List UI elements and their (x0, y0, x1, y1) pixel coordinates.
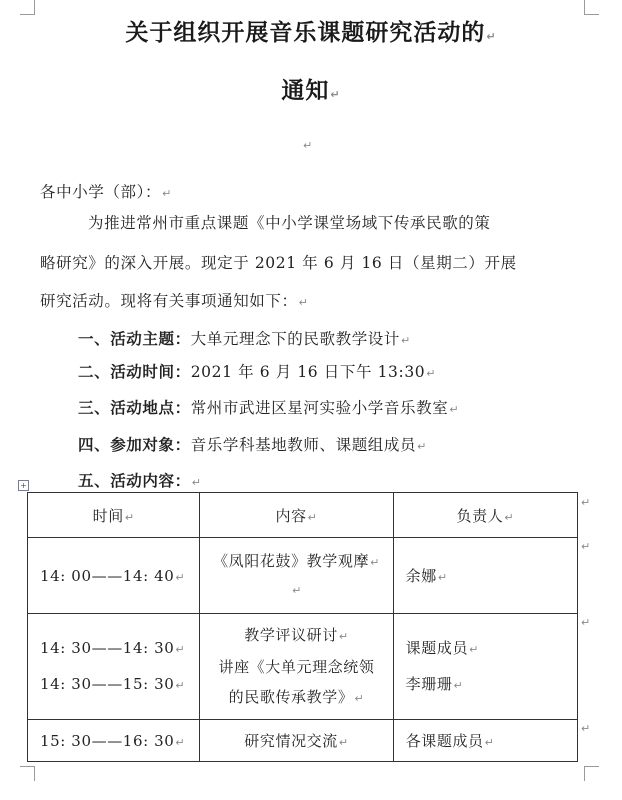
table-cell-time: 15: 30——16: 30↵ (28, 720, 200, 762)
row-end-mark: ↵ (581, 616, 591, 629)
crop-mark-top-left (20, 0, 35, 15)
table-cell-time: 14: 30——14: 30↵ 14: 30——15: 30↵ (28, 614, 200, 720)
schedule-table (27, 492, 578, 762)
table-cell-person: 课题成员↵ 李珊珊↵ (393, 614, 577, 720)
salutation: 各中小学（部）：↵ (40, 183, 172, 201)
table-cell-content: 教学评议研讨↵ 讲座《大单元理念统领 的民歌传承教学》↵ (200, 614, 393, 720)
table-move-handle[interactable]: + (18, 480, 29, 491)
header-content: 内容↵ (200, 493, 393, 538)
table-cell-time: 14: 00——14: 40↵ (28, 538, 200, 614)
intro-line-1: 为推进常州市重点课题《中小学课堂场域下传承民歌的策 (88, 214, 491, 232)
document-title-line-2: 通知↵ (281, 77, 341, 104)
item-content: 五、活动内容：↵ (78, 471, 202, 490)
intro-line-3: 研究活动。现将有关事项通知如下：↵ (40, 292, 309, 310)
crop-mark-bottom-left (20, 766, 35, 781)
crop-mark-top-right (584, 0, 599, 15)
header-time: 时间↵ (28, 493, 200, 538)
item-location: 三、活动地点：常州市武进区星河实验小学音乐教室↵ (78, 398, 460, 417)
row-end-mark: ↵ (581, 496, 591, 509)
item-participants: 四、参加对象：音乐学科基地教师、课题组成员↵ (78, 435, 427, 454)
crop-mark-bottom-right (584, 766, 599, 781)
table-cell-content: 《凤阳花鼓》教学观摩↵ ↵ (200, 538, 393, 614)
table-row (28, 720, 578, 762)
item-time: 二、活动时间：2021 年 6 月 16 日下午 13:30↵ (78, 362, 437, 381)
row-end-mark: ↵ (581, 722, 591, 735)
table-row (28, 538, 578, 614)
table-cell-person: 各课题成员↵ (393, 720, 577, 762)
intro-line-2: 略研究》的深入开展。现定于 2021 年 6 月 16 日（星期二）开展 (40, 254, 517, 272)
table-cell-content: 研究情况交流↵ (200, 720, 393, 762)
blank-paragraph-mark: ↵ (303, 139, 313, 152)
header-person: 负责人↵ (393, 493, 577, 538)
item-theme: 一、活动主题：大单元理念下的民歌教学设计↵ (78, 329, 411, 348)
table-row (28, 614, 578, 720)
document-title-line-1: 关于组织开展音乐课题研究活动的↵ (125, 19, 497, 46)
table-cell-person: 余娜↵ (393, 538, 577, 614)
table-header-row (28, 493, 578, 538)
row-end-mark: ↵ (581, 540, 591, 553)
